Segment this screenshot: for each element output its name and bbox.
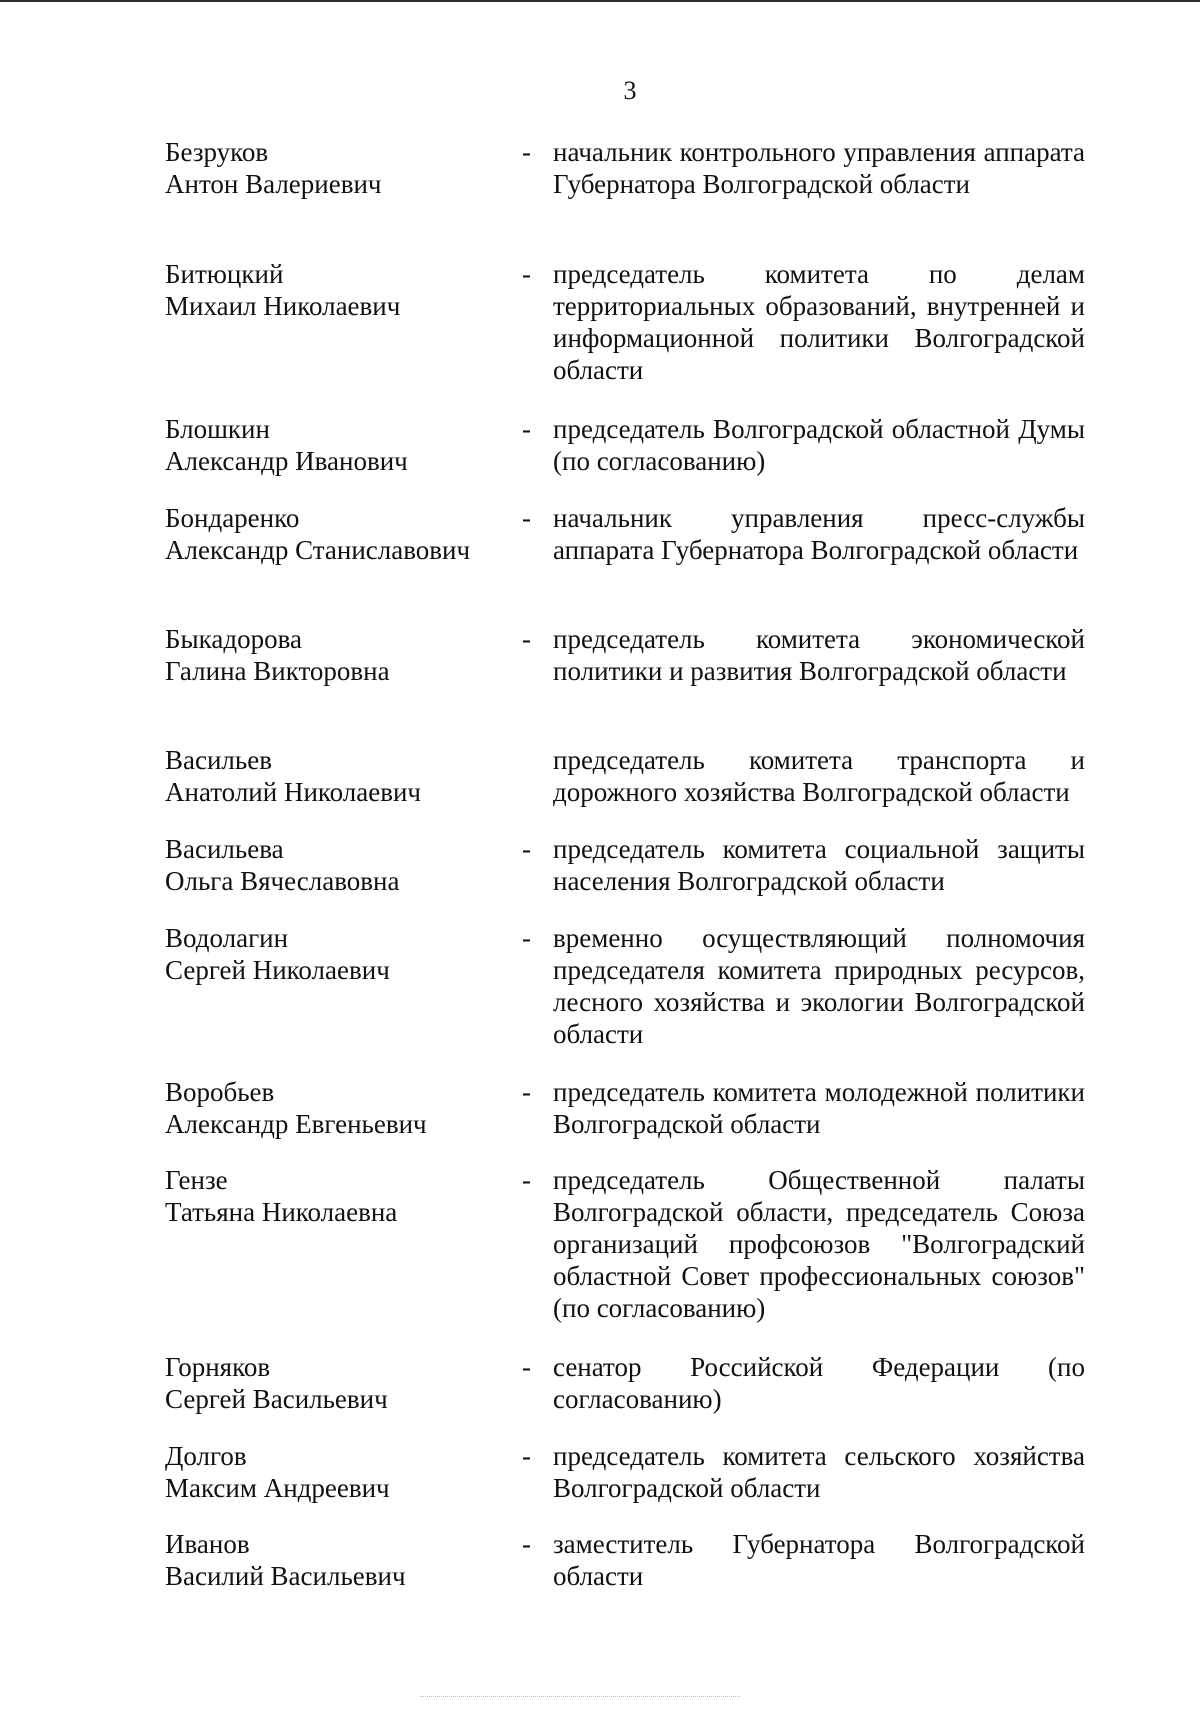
member-name — [165, 258, 505, 322]
page-number: 3 — [623, 76, 637, 105]
list-item — [165, 623, 1085, 744]
member-given-names: Максим Андреевич — [165, 1473, 390, 1503]
list-item — [165, 1351, 1085, 1440]
member-name — [165, 1164, 505, 1228]
member-given-names: Михаил Николаевич — [165, 291, 401, 321]
list-item — [165, 1440, 1085, 1528]
member-position: председатель комитета сельского хозяйства Волгоградской области — [553, 1441, 1085, 1503]
member-name — [165, 744, 505, 808]
member-surname: Быкадорова — [165, 624, 302, 654]
member-name — [165, 413, 505, 477]
member-list — [165, 136, 1085, 1608]
member-given-names: Татьяна Николаевна — [165, 1197, 398, 1227]
list-item — [165, 258, 1085, 413]
member-position: временно осуществляющий полномочия председателя комитета природных ресурсов, лесного хозяйства и экологии Волгоградской области — [553, 923, 1085, 1049]
member-given-names: Александр Иванович — [165, 446, 408, 476]
separator-dash: - — [522, 834, 531, 864]
separator-dash: - — [522, 503, 531, 533]
member-position: председатель комитета по делам территориальных образований, внутренней и информационной политики Волгоградской области — [553, 259, 1085, 385]
list-item — [165, 502, 1085, 623]
separator-dash: - — [522, 923, 531, 953]
member-name — [165, 1528, 505, 1592]
list-item — [165, 1528, 1085, 1608]
member-surname: Безруков — [165, 137, 269, 167]
member-position: председатель комитета социальной защиты населения Волгоградской области — [553, 834, 1085, 896]
list-item — [165, 1164, 1085, 1351]
member-given-names: Анатолий Николаевич — [165, 777, 421, 807]
member-given-names: Сергей Николаевич — [165, 955, 390, 985]
scan-top-edge — [0, 0, 1200, 2]
member-name — [165, 502, 505, 566]
member-position: начальник управления пресс-службы аппарата Губернатора Волгоградской области — [553, 503, 1085, 565]
member-position: председатель Волгоградской областной Думы (по согласованию) — [553, 414, 1085, 476]
list-item — [165, 744, 1085, 833]
member-surname: Долгов — [165, 1441, 247, 1471]
member-position: начальник контрольного управления аппарата Губернатора Волгоградской области — [553, 137, 1085, 199]
list-item — [165, 922, 1085, 1076]
member-given-names: Сергей Васильевич — [165, 1384, 388, 1414]
list-item — [165, 833, 1085, 922]
member-position: председатель Общественной палаты Волгоградской области, председатель Союза организаций профсоюзов "Волгоградский областной Совет профессиональных союзов" (по согласованию) — [553, 1165, 1085, 1323]
member-given-names: Ольга Вячеславовна — [165, 866, 400, 896]
member-position: сенатор Российской Федерации (по согласованию) — [553, 1352, 1085, 1414]
member-surname: Воробьев — [165, 1077, 275, 1107]
member-surname: Блошкин — [165, 414, 270, 444]
member-name — [165, 1351, 505, 1415]
scan-artifact — [420, 1696, 740, 1701]
list-item — [165, 136, 1085, 258]
member-given-names: Василий Васильевич — [165, 1561, 406, 1591]
member-surname: Васильева — [165, 834, 284, 864]
member-given-names: Антон Валериевич — [165, 169, 382, 199]
member-given-names: Александр Евгеньевич — [165, 1109, 427, 1139]
member-position: председатель комитета экономической политики и развития Волгоградской области — [553, 624, 1085, 686]
member-given-names: Галина Викторовна — [165, 656, 390, 686]
member-surname: Битюцкий — [165, 259, 284, 289]
member-name — [165, 623, 505, 687]
separator-dash: - — [522, 414, 531, 444]
separator-dash: - — [522, 1529, 531, 1559]
member-surname: Гензе — [165, 1165, 228, 1195]
separator-dash: - — [522, 1165, 531, 1195]
member-name — [165, 833, 505, 897]
member-surname: Васильев — [165, 745, 272, 775]
separator-dash: - — [522, 1077, 531, 1107]
member-surname: Иванов — [165, 1529, 250, 1559]
separator-dash: - — [522, 1441, 531, 1471]
member-surname: Водолагин — [165, 923, 289, 953]
separator-dash: - — [522, 259, 531, 289]
member-position: заместитель Губернатора Волгоградской области — [553, 1529, 1085, 1591]
member-surname: Бондаренко — [165, 503, 300, 533]
member-name — [165, 922, 505, 986]
list-item — [165, 413, 1085, 502]
member-name — [165, 136, 505, 200]
separator-dash: - — [522, 1352, 531, 1382]
separator-dash: - — [522, 137, 531, 167]
list-item — [165, 1076, 1085, 1164]
member-surname: Горняков — [165, 1352, 271, 1382]
member-given-names: Александр Станиславович — [165, 535, 471, 565]
member-name — [165, 1076, 505, 1140]
member-position: председатель комитета молодежной политики Волгоградской области — [553, 1077, 1085, 1139]
member-position: председатель комитета транспорта и дорожного хозяйства Волгоградской области — [553, 745, 1085, 807]
member-name — [165, 1440, 505, 1504]
separator-dash: - — [522, 624, 531, 654]
